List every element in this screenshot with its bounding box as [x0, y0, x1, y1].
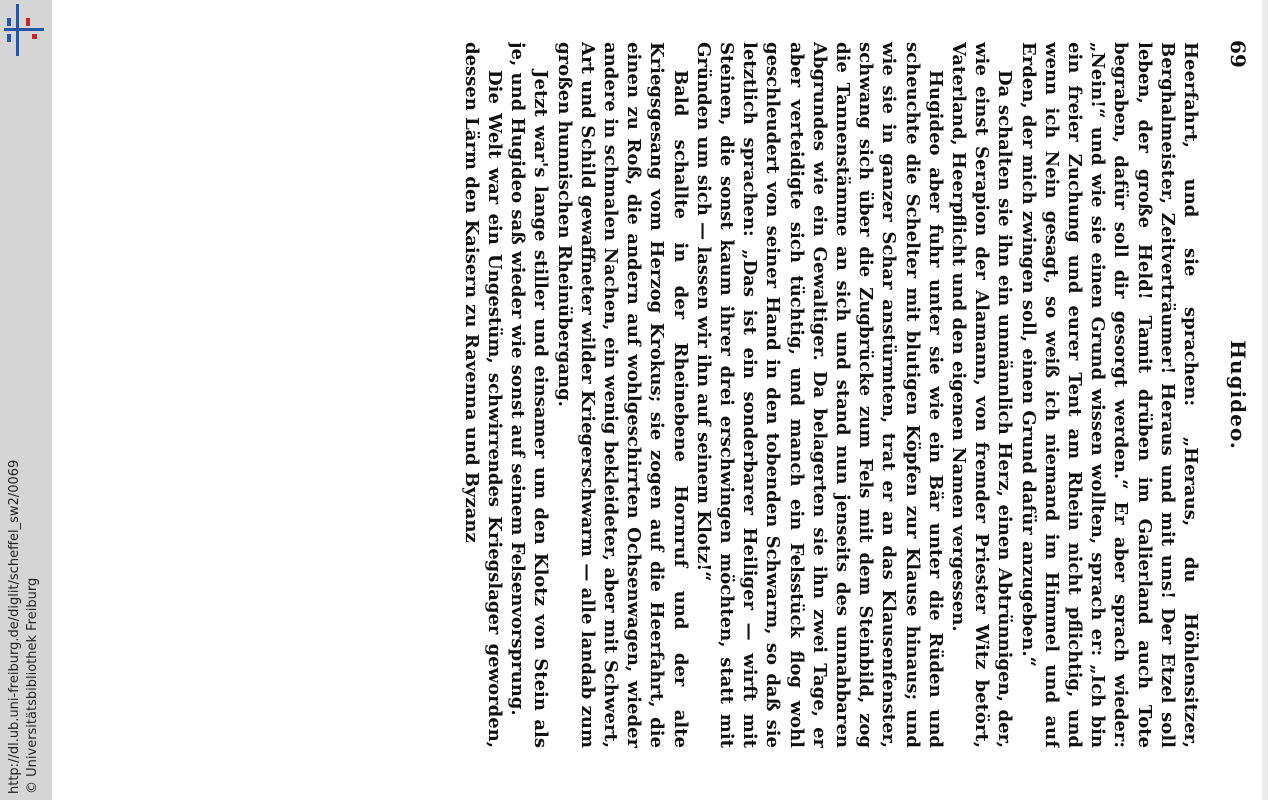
sidebar-caption [6, 4, 46, 794]
rotated-page-content [52, 0, 1262, 800]
paragraph: Jetzt war's lange stiller und einsamer um den Klotz von Stein als je, und Hugideo saß wieder wie sonst auf seinem Felsenvorsprung. [507, 42, 552, 748]
paragraph: Heerfahrt, und sie sprachen: „Heraus, du Höhlensitzer, Berghalmeister, Zeitverträumer! Heraus und mit uns! Der Etzel soll leben, der große Held! Tamit drüben im Galierland auch Tote begraben, dafür soll dir gesorgt werden.“ Er aber sprach wieder: „Nein!“ und wie sie einen Grund wissen wollten, sprach er: „Ich bin ein freier Zuchung und eurer Tent am Rhein nicht pflichtig, und wenn ich Nein gesagt, so weiß ich niemand im Himmel und auf Erden, der mich zwingen soll, einen Grund dafür anzugeben.“ [1017, 42, 1201, 748]
paragraph: Hugideo aber fuhr unter sie wie ein Bär unter die Rüden und scheuchte die Schelter mit blutigen Köpfen zur Klause hinaus; und wie sie in ganzer Schar anstürmten, trat er an das Klausenfenster, schwang sich über die Zugbrücke zum Fels mit dem Steinbild, zog die Tannenstämme an sich und stand nun jenseits des unnahbaren Abgrundes wie ein Gewaltiger. Da belagerten sie ihn zwei Tage, er aber verteidigte sich tüchtig, und manch ein Felsstück flog wohl geschleudert von seiner Hand in den tobenden Schwarm, so daß sie letztlich sprachen: „Das ist ein sonderbarer Heiliger — wirft mit Steinen, die sonst kaum ihrer drei erschwingen möchten, statt mit Gründen um sich — lassen wir ihn auf seinem Klotz!“ [692, 42, 946, 748]
paragraph: Die Welt war ein Ungestüm, schwirrendes Kriegslager geworden, dessen Lärm den Kaisern zu Ravenna und Byzanz [460, 42, 505, 748]
body-text [112, 42, 1202, 748]
source-url[interactable]: http://dl.ub.uni-freiburg.de/diglit/scheffel_sw2/0069 [7, 459, 22, 794]
vertical-scrollbar[interactable] [1262, 0, 1268, 800]
viewer-sidebar [0, 0, 52, 800]
paragraph: Da schalten sie ihn ein unmännlich Herz, einen Abtrünnigen, der, wie einst Serapion der Alamann, von fremder Priester Witz betört, Vaterland, Heerpflicht und den eigenen Namen vergessen. [947, 42, 1016, 748]
page-number: 69 [1226, 40, 1250, 68]
page-header [1210, 40, 1250, 750]
running-title: Hugideo. [1226, 340, 1250, 450]
copyright-notice: © Universitätsbibliothek Freiburg [25, 577, 40, 794]
scanned-page [52, 0, 1262, 800]
paragraph: Bald schallte in der Rheinebene Hornruf und der alte Kriegsgesang vom Herzog Krokus; sie zogen auf die Heerfahrt, die einen zu Roß, die andern auf wohlgeschirrten Ochsenwagen, wieder andere in schmalen Nachen, ein wenig bekleideter, aber mit Schwert, Art und Schild gewaffneter wilder Kriegerschwarm — alle landab zum großen hunnischen Rheinübergang. [553, 42, 691, 748]
